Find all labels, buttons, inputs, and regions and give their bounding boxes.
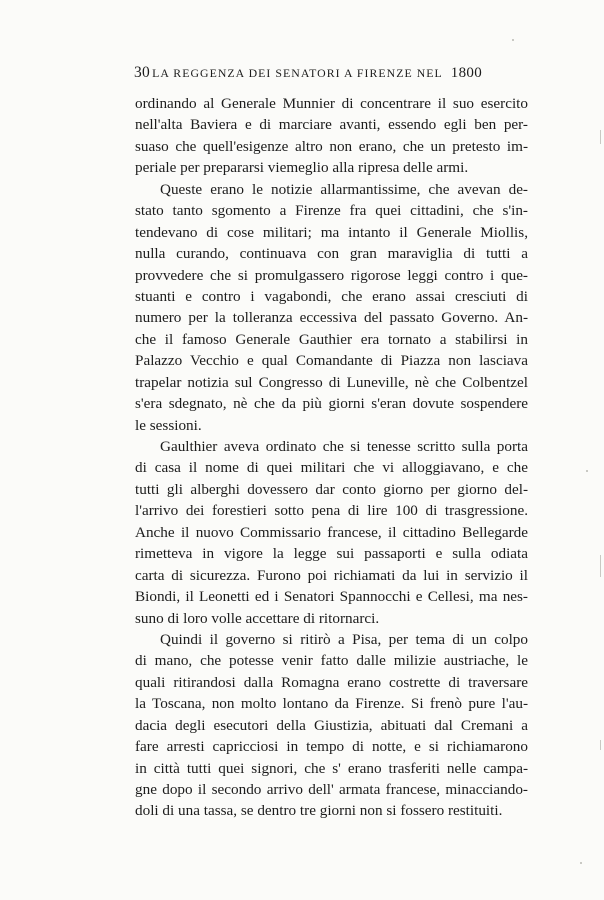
- text-line: carta di sicurezza. Furono poi richiamati da lui in servizio il: [135, 566, 528, 584]
- text-line: Gaulthier aveva ordinato che si tenesse scritto sulla porta: [160, 438, 528, 455]
- running-title-text: LA REGGENZA DEI SENATORI A FIRENZE NEL: [152, 66, 443, 80]
- text-line: fare arresti capricciosi in tempo di notte, e si richiamarono: [135, 738, 528, 756]
- text-line: tendevano di cose militari; ma intanto il Generale Miollis,: [135, 223, 528, 241]
- paper-speck: [586, 470, 588, 472]
- page-edge-mark: [600, 555, 601, 577]
- body-text: [135, 93, 528, 822]
- paragraph: [135, 629, 528, 822]
- running-head: [134, 64, 482, 84]
- text-line: in città tutti quei signori, che s' erano trasferiti nelle campa-: [135, 759, 528, 777]
- text-line: quali ritirandosi dalla Romagna erano costrette di traversare: [135, 673, 528, 691]
- text-line: Biondi, il Leonetti ed i Senatori Spannocchi e Cellesi, ma nes-: [135, 588, 528, 606]
- paragraph: [135, 93, 528, 179]
- text-line: periale per prepararsi viemeglio alla ripresa delle armi.: [135, 159, 469, 177]
- text-line: s'era sdegnato, nè che da più giorni s'eran dovute sospendere: [135, 395, 528, 413]
- running-title: [152, 65, 482, 82]
- text-line: di casa il nome di quei militari che vi alloggiavano, e che: [135, 459, 528, 477]
- text-line: numero per la tolleranza eccessiva del passato Governo. An-: [135, 309, 528, 327]
- text-line: ordinando al Generale Munnier di concentrare il suo esercito: [135, 95, 528, 112]
- text-line: Quindi il governo si ritirò a Pisa, per tema di un colpo: [160, 630, 528, 648]
- text-line: gne dopo il secondo arrivo dell' armata francese, minacciando-: [135, 781, 528, 798]
- page-edge-mark: [600, 130, 601, 144]
- text-line: suno di loro volle accettare di ritornarci.: [135, 609, 380, 627]
- paragraph: [135, 179, 528, 436]
- text-line: suaso che quell'esigenze altro non erano, che un pretesto im-: [135, 137, 528, 155]
- text-line: trapelar notizia sul Congresso di Luneville, nè che Colbentzel: [135, 373, 528, 391]
- text-line: Palazzo Vecchio e qual Comandante di Piazza non lasciava: [135, 352, 528, 370]
- paper-speck: [580, 862, 582, 864]
- text-line: nell'alta Baviera e di marciare avanti, essendo egli ben per-: [135, 116, 528, 134]
- text-line: che il famoso Generale Gauthier era tornato a stabilirsi in: [135, 330, 528, 348]
- text-line: doli di una tassa, se dentro tre giorni non si fossero restituiti.: [135, 802, 503, 820]
- page-number: 30: [134, 64, 151, 81]
- text-line: stato tanto sgomento a Firenze fra quei cittadini, che s'in-: [135, 202, 528, 220]
- paper-speck: [512, 39, 514, 41]
- text-line: provvedere che si promulgassero rigorose leggi contro i que-: [135, 266, 528, 284]
- text-line: le sessioni.: [135, 416, 202, 434]
- text-line: stuanti e contro i vagabondi, che erano assai cresciuti di: [135, 287, 528, 305]
- text-line: l'arrivo dei forestieri sotto pena di lire 100 di trasgressione.: [135, 502, 528, 520]
- running-title-year: 1800: [450, 65, 482, 81]
- text-line: di mano, che potesse venir fatto dalle milizie austriache, le: [135, 652, 528, 670]
- text-line: Anche il nuovo Commissario francese, il cittadino Bellegarde: [135, 523, 528, 541]
- text-line: la Toscana, non molto lontano da Firenze. Si frenò pure l'au-: [135, 695, 528, 713]
- text-line: tutti gli alberghi dovessero dar conto giorno per giorno del-: [135, 480, 528, 498]
- text-line: nulla curando, continuava con gran maraviglia di tutti a: [135, 245, 528, 263]
- page-edge-mark: [600, 740, 601, 750]
- paragraph: [135, 436, 528, 629]
- text-line: rimetteva in vigore la legge sui passaporti e sulla odiata: [135, 545, 528, 563]
- text-line: Queste erano le notizie allarmantissime, che avevan de-: [160, 180, 528, 198]
- text-line: dacia degli esecutori della Giustizia, abituati dal Cremani a: [135, 716, 528, 734]
